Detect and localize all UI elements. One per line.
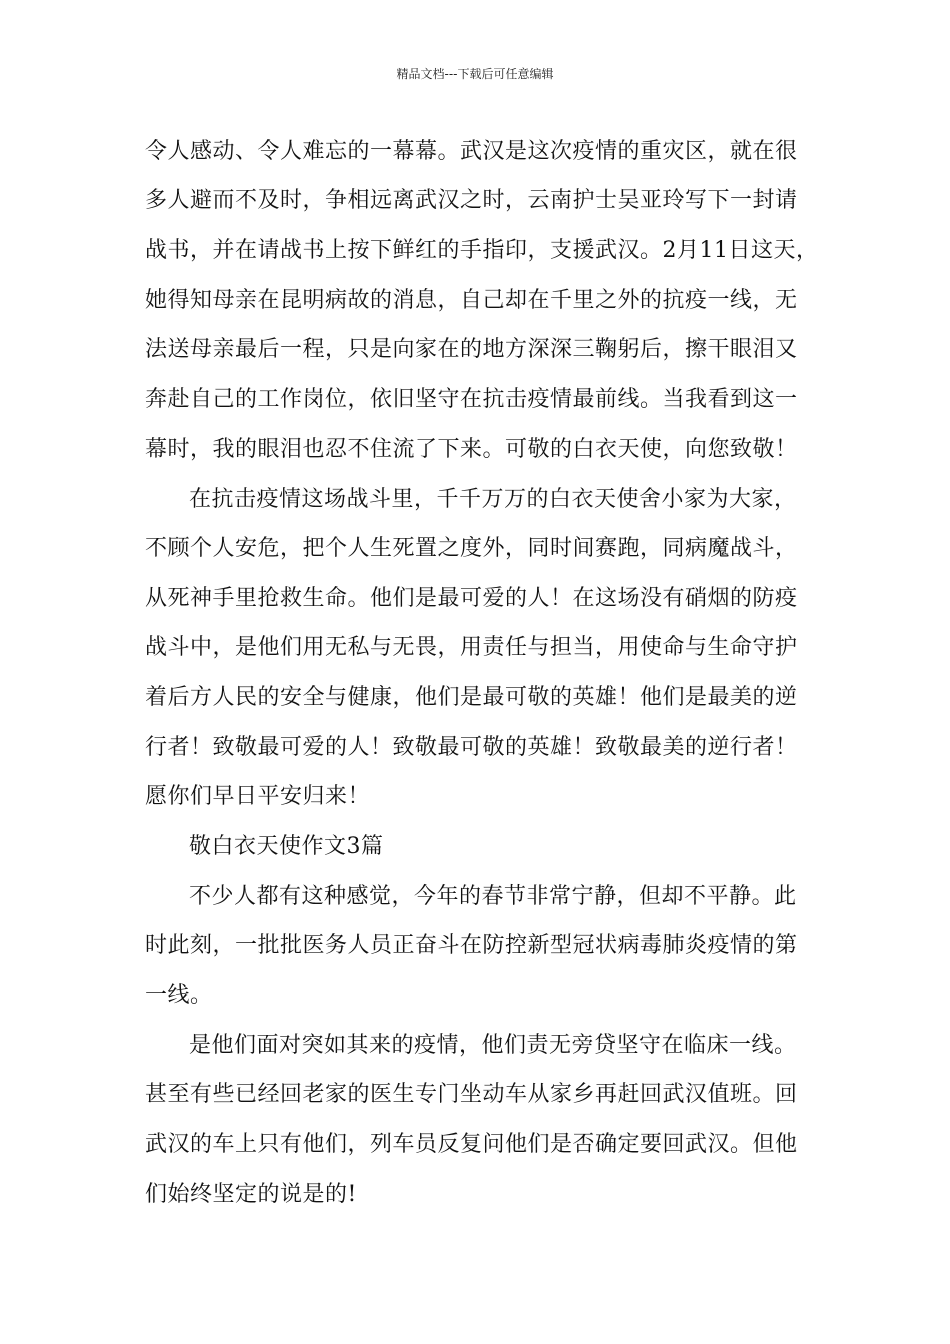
body-line: 令人感动、令人难忘的一幕幕。武汉是这次疫情的重灾区，就在很 bbox=[145, 139, 798, 164]
section-title: 敬白衣天使作文3篇 bbox=[189, 834, 384, 859]
paragraph-first-line: 不少人都有这种感觉，今年的春节非常宁静，但却不平静。此 bbox=[189, 884, 797, 909]
body-line: 不顾个人安危，把个人生死置之度外，同时间赛跑，同病魔战斗， bbox=[145, 536, 798, 561]
paragraph-first-line: 是他们面对突如其来的疫情，他们责无旁贷坚守在临床一线。 bbox=[189, 1033, 797, 1058]
paragraph-first-line: 在抗击疫情这场战斗里，千千万万的白衣天使舍小家为大家， bbox=[189, 487, 797, 512]
body-line: 甚至有些已经回老家的医生专门坐动车从家乡再赶回武汉值班。回 bbox=[145, 1082, 798, 1107]
body-line: 武汉的车上只有他们，列车员反复问他们是否确定要回武汉。但他 bbox=[145, 1132, 798, 1157]
body-line: 们始终坚定的说是的! bbox=[145, 1182, 357, 1207]
body-line: 多人避而不及时，争相远离武汉之时，云南护士吴亚玲写下一封请 bbox=[145, 188, 798, 213]
body-line: 从死神手里抢救生命。他们是最可爱的人！在这场没有硝烟的防疫 bbox=[145, 586, 798, 611]
body-line: 幕时，我的眼泪也忍不住流了下来。可敬的白衣天使，向您致敬！ bbox=[145, 437, 798, 462]
body-line: 法送母亲最后一程，只是向家在的地方深深三鞠躬后，擦干眼泪又 bbox=[145, 337, 798, 362]
body-line: 愿你们早日平安归来！ bbox=[145, 784, 371, 809]
body-line: 行者！致敬最可爱的人！致敬最可敬的英雄！致敬最美的逆行者！ bbox=[145, 735, 798, 760]
body-line: 时此刻，一批批医务人员正奋斗在防控新型冠状病毒肺炎疫情的第 bbox=[145, 933, 798, 958]
body-line: 战书，并在请战书上按下鲜红的手指印，支援武汉。2月11日这天， bbox=[145, 238, 819, 263]
body-line: 着后方人民的安全与健康，他们是最可敬的英雄！他们是最美的逆 bbox=[145, 685, 798, 710]
page-header: 精品文档---下载后可任意编辑 bbox=[396, 67, 554, 81]
body-line: 战斗中，是他们用无私与无畏，用责任与担当，用使命与生命守护 bbox=[145, 635, 798, 660]
body-line: 她得知母亲在昆明病故的消息，自己却在千里之外的抗疫一线，无 bbox=[145, 288, 798, 313]
body-line: 一线。 bbox=[145, 983, 213, 1008]
body-line: 奔赴自己的工作岗位，依旧坚守在抗击疫情最前线。当我看到这一 bbox=[145, 387, 798, 412]
